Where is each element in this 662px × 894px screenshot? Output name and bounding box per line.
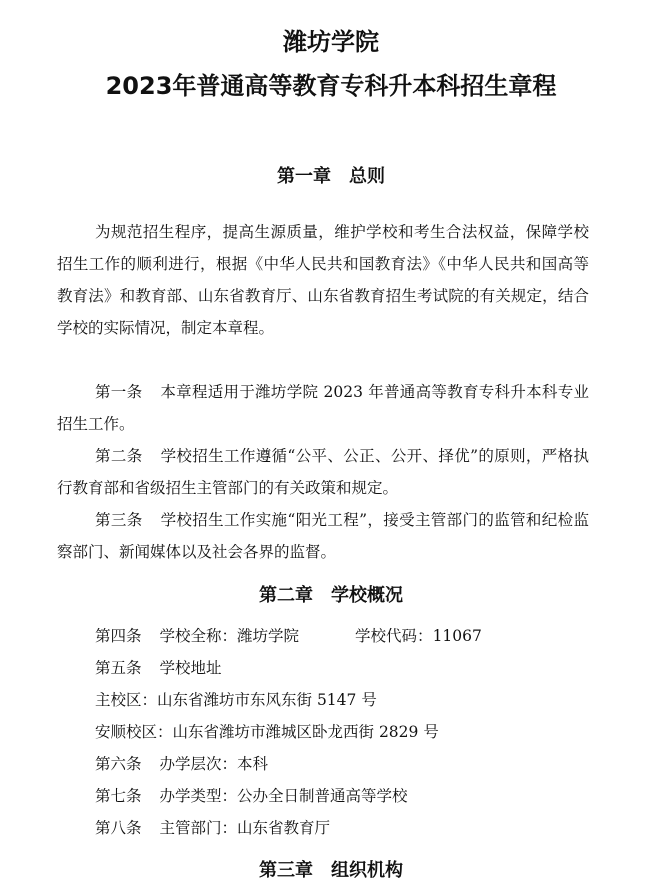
education-level-value: 本科 [237, 755, 269, 773]
document-title-main: 2023年普通高等教育专科升本科招生章程 [105, 72, 557, 100]
article-6 [95, 748, 615, 780]
authority-label: 主管部门： [159, 819, 238, 837]
anshun-campus-address [95, 716, 615, 748]
main-campus-address [95, 684, 615, 716]
article-3-label: 第三条 [95, 511, 143, 529]
anshun-campus-value: 山东省潍坊市潍城区卧龙西街 2829 号 [172, 723, 439, 741]
school-name-label: 学校全称： [159, 627, 238, 645]
article-2-label: 第二条 [95, 447, 143, 465]
article-2-text: 学校招生工作遵循“公平、公正、公开、择优”的原则，严格执行教育部和省级招生主管部门的有关政策和规定。 [57, 447, 589, 497]
article-8-label: 第八条 [95, 819, 142, 837]
article-8 [95, 812, 615, 844]
article-1 [57, 376, 589, 440]
school-code-label: 学校代码： [355, 627, 433, 645]
school-type-label: 办学类型： [159, 787, 238, 805]
article-3-text: 学校招生工作实施“阳光工程”，接受主管部门的监管和纪检监察部门、新闻媒体以及社会各界的监督。 [57, 511, 589, 561]
school-type-value: 公办全日制普通高等学校 [237, 787, 408, 805]
education-level-label: 办学层次： [159, 755, 238, 773]
article-1-text: 本章程适用于潍坊学院 2023 年普通高等教育专科升本科专业招生工作。 [57, 383, 589, 433]
article-5 [95, 652, 615, 684]
main-campus-label: 主校区： [95, 691, 158, 709]
document-title-institution: 潍坊学院 [283, 28, 379, 56]
school-code-value: 11067 [432, 627, 482, 645]
article-3 [57, 504, 589, 568]
article-4-label: 第四条 [95, 627, 142, 645]
article-1-label: 第一条 [95, 383, 143, 401]
main-campus-value: 山东省潍坊市东风东街 5147 号 [157, 691, 377, 709]
article-7 [95, 780, 615, 812]
authority-value: 山东省教育厅 [237, 819, 331, 837]
chapter-3-heading: 第三章 组织机构 [259, 860, 403, 881]
article-4 [95, 620, 615, 652]
article-2 [57, 440, 589, 504]
article-7-label: 第七条 [95, 787, 142, 805]
chapter-2-heading: 第二章 学校概况 [259, 585, 403, 606]
school-name-value: 潍坊学院 [237, 627, 300, 645]
article-6-label: 第六条 [95, 755, 142, 773]
article-5-text: 学校地址 [159, 659, 222, 677]
chapter-1-heading: 第一章 总则 [277, 166, 385, 187]
anshun-campus-label: 安顺校区： [95, 723, 173, 741]
article-5-label: 第五条 [95, 659, 142, 677]
chapter-1-preamble: 为规范招生程序，提高生源质量，维护学校和考生合法权益，保障学校招生工作的顺利进行，根据《中华人民共和国教育法》《中华人民共和国高等教育法》和教育部、山东省教育厅、山东省教育招生考试院的有关规定，结合学校的实际情况，制定本章程。 [57, 223, 589, 337]
